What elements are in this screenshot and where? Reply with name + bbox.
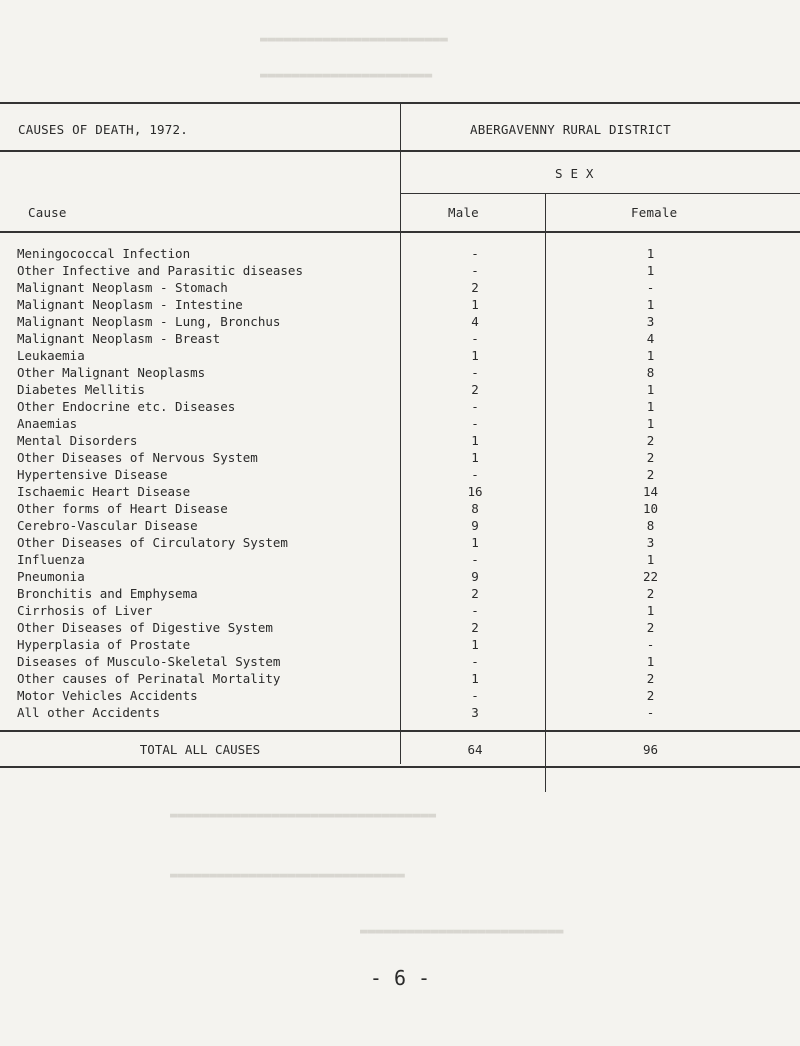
- cause-label: Influenza: [17, 552, 85, 567]
- cause-label: Other Diseases of Nervous System: [17, 450, 258, 465]
- male-count: 2: [471, 620, 479, 635]
- bleed-through-mark: ▬▬▬▬▬▬▬▬▬▬▬▬▬▬▬▬▬▬▬▬▬▬▬▬▬▬▬▬▬▬: [170, 868, 405, 883]
- male-count: 1: [471, 535, 479, 550]
- female-count: 1: [646, 246, 655, 261]
- bleed-through-mark: ▬▬▬▬▬▬▬▬▬▬▬▬▬▬▬▬▬▬▬▬▬▬▬▬: [260, 32, 448, 47]
- sex-column-header: S E X: [555, 166, 594, 181]
- male-count: -: [471, 552, 479, 567]
- cause-label: Diabetes Mellitis: [17, 382, 145, 397]
- female-count: 1: [646, 348, 655, 363]
- male-count: 1: [471, 433, 479, 448]
- cause-label: Bronchitis and Emphysema: [17, 586, 198, 601]
- bleed-through-mark: ▬▬▬▬▬▬▬▬▬▬▬▬▬▬▬▬▬▬▬▬▬▬: [260, 68, 433, 83]
- page-number: - 6 -: [369, 966, 431, 990]
- bleed-through-mark: ▬▬▬▬▬▬▬▬▬▬▬▬▬▬▬▬▬▬▬▬▬▬▬▬▬▬▬▬▬▬▬▬▬▬: [170, 808, 437, 823]
- male-count: -: [471, 246, 479, 261]
- totals-top-rule: [0, 730, 800, 732]
- cause-label: Malignant Neoplasm - Lung, Bronchus: [17, 314, 281, 329]
- female-count: 2: [646, 671, 655, 686]
- female-count: -: [646, 637, 655, 652]
- cause-label: Other causes of Perinatal Mortality: [17, 671, 281, 686]
- cause-label: Motor Vehicles Accidents: [17, 688, 198, 703]
- cause-label: Ischaemic Heart Disease: [17, 484, 191, 499]
- male-count: 1: [471, 671, 479, 686]
- male-count: -: [471, 399, 479, 414]
- female-count: 1: [646, 399, 655, 414]
- cause-label: Other Infective and Parasitic diseases: [17, 263, 303, 278]
- female-count: -: [646, 280, 655, 295]
- female-count: 3: [646, 535, 655, 550]
- female-count: 2: [646, 467, 655, 482]
- cause-label: Anaemias: [17, 416, 78, 431]
- female-count: -: [646, 705, 655, 720]
- cause-label: Other Endocrine etc. Diseases: [17, 399, 236, 414]
- district-name: ABERGAVENNY RURAL DISTRICT: [470, 122, 671, 137]
- male-count: 1: [471, 297, 479, 312]
- male-count: 4: [471, 314, 479, 329]
- female-count: 1: [646, 263, 655, 278]
- document-title: CAUSES OF DEATH, 1972.: [18, 122, 188, 137]
- male-column-header: Male: [448, 205, 479, 220]
- totals-label: TOTAL ALL CAUSES: [139, 742, 261, 757]
- male-count: 1: [471, 637, 479, 652]
- female-count: 1: [646, 382, 655, 397]
- female-count: 1: [646, 603, 655, 618]
- cause-label: Other forms of Heart Disease: [17, 501, 228, 516]
- male-count: -: [471, 416, 479, 431]
- cause-label: Malignant Neoplasm - Stomach: [17, 280, 228, 295]
- male-count: 1: [471, 348, 479, 363]
- total-female-count: 96: [642, 742, 659, 757]
- cause-label: Meningococcal Infection: [17, 246, 191, 261]
- female-count: 8: [646, 518, 655, 533]
- male-count: 1: [471, 450, 479, 465]
- male-count: -: [471, 603, 479, 618]
- total-male-count: 64: [467, 742, 483, 757]
- cause-label: Hypertensive Disease: [17, 467, 168, 482]
- male-count: -: [471, 467, 479, 482]
- male-count: -: [471, 688, 479, 703]
- cause-label: Other Diseases of Digestive System: [17, 620, 273, 635]
- male-count: 2: [471, 586, 479, 601]
- female-count: 10: [642, 501, 659, 516]
- totals-bottom-rule: [0, 766, 800, 768]
- sex-subheader-rule: [400, 193, 800, 194]
- cause-label: Hyperplasia of Prostate: [17, 637, 191, 652]
- cause-label: Cerebro-Vascular Disease: [17, 518, 198, 533]
- female-column-header: Female: [631, 205, 678, 220]
- male-count: -: [471, 365, 479, 380]
- cause-label: Other Malignant Neoplasms: [17, 365, 206, 380]
- female-count: 2: [646, 433, 655, 448]
- cause-label: Cirrhosis of Liver: [17, 603, 153, 618]
- male-count: 9: [471, 518, 479, 533]
- male-count: 16: [467, 484, 483, 499]
- cause-label: All other Accidents: [17, 705, 160, 720]
- male-count: -: [471, 654, 479, 669]
- female-count: 2: [646, 450, 655, 465]
- cause-male-divider: [400, 104, 401, 764]
- bleed-through-mark: ▬▬▬▬▬▬▬▬▬▬▬▬▬▬▬▬▬▬▬▬▬▬▬▬▬▬: [360, 924, 564, 939]
- cause-label: Malignant Neoplasm - Intestine: [17, 297, 243, 312]
- male-count: 8: [471, 501, 479, 516]
- female-count: 2: [646, 586, 655, 601]
- female-count: 2: [646, 620, 655, 635]
- female-count: 1: [646, 654, 655, 669]
- cause-label: Mental Disorders: [17, 433, 138, 448]
- female-count: 22: [642, 569, 659, 584]
- cause-label: Other Diseases of Circulatory System: [17, 535, 288, 550]
- cause-label: Diseases of Musculo-Skeletal System: [17, 654, 281, 669]
- female-count: 1: [646, 416, 655, 431]
- female-count: 1: [646, 552, 655, 567]
- female-count: 3: [646, 314, 655, 329]
- male-female-divider: [545, 194, 546, 792]
- female-count: 14: [642, 484, 659, 499]
- male-count: 2: [471, 280, 479, 295]
- cause-label: Pneumonia: [17, 569, 85, 584]
- cause-label: Leukaemia: [17, 348, 85, 363]
- male-count: -: [471, 263, 479, 278]
- female-count: 8: [646, 365, 655, 380]
- cause-column-header: Cause: [28, 205, 67, 220]
- female-count: 4: [646, 331, 655, 346]
- female-count: 2: [646, 688, 655, 703]
- cause-label: Malignant Neoplasm - Breast: [17, 331, 221, 346]
- male-count: 9: [471, 569, 479, 584]
- male-count: 2: [471, 382, 479, 397]
- male-count: 3: [471, 705, 479, 720]
- male-count: -: [471, 331, 479, 346]
- female-count: 1: [646, 297, 655, 312]
